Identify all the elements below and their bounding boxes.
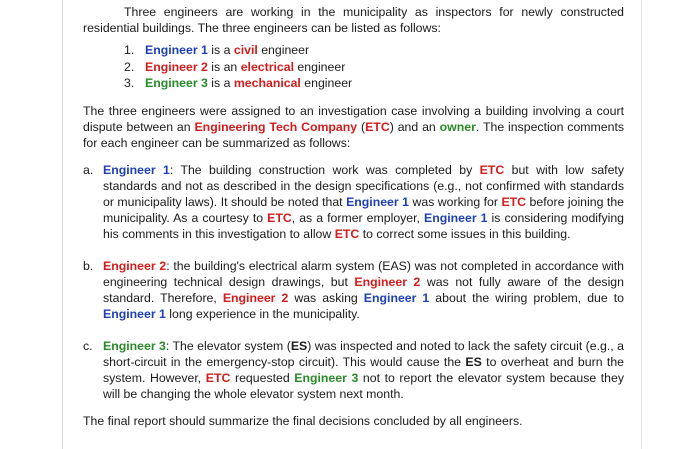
text-run: ) and an (389, 119, 440, 134)
engineer-name: Engineer 3 (145, 76, 208, 90)
engineer-name: Engineer 2 (145, 59, 208, 74)
comment-item-b (83, 258, 624, 322)
etc-ref: ETC (334, 226, 360, 241)
company-abbr: ETC (365, 119, 390, 134)
text-run: before joining the municipality. As a courtesy to (103, 194, 624, 225)
list-text: is a (207, 43, 234, 57)
engineer-name: Engineer 1 (346, 194, 409, 209)
text-run: but with low safety standards and not as described in the design specifications (e.g., not confirmed with standards or municipality laws). It should be noted that (103, 162, 625, 209)
comment-item-c (83, 338, 624, 402)
text-run: requested (230, 370, 295, 385)
engineer-role: mechanical (233, 76, 301, 90)
engineer-role: electrical (240, 59, 295, 74)
etc-ref: ETC (479, 162, 505, 177)
owner-label: owner (439, 119, 476, 134)
list-number: 3. (124, 76, 135, 90)
list-text: engineer (300, 76, 353, 90)
case-paragraph (83, 103, 624, 151)
text-run: long experience in the municipality. (165, 306, 360, 321)
etc-ref: ETC (205, 370, 231, 385)
list-text: is an (207, 59, 241, 74)
engineer-name: Engineer 3 (294, 370, 359, 385)
text-run: was working for (409, 194, 502, 209)
etc-ref: ETC (267, 210, 292, 225)
list-number: 1. (124, 43, 135, 57)
engineer-name: Engineer 2 (354, 274, 421, 289)
text-run: ( (357, 119, 366, 134)
text-run: was not fully aware of the design standard. Therefore, (103, 274, 624, 305)
list-item (124, 75, 624, 92)
comments-list (83, 162, 624, 402)
item-marker: b. (83, 258, 94, 273)
page-right-edge (641, 0, 642, 449)
text-run: about the wiring problem, due to (429, 290, 624, 305)
item-marker: a. (83, 162, 94, 177)
text-run: is considering modifying his comments in this investigation to allow (103, 210, 625, 241)
engineer-name: Engineer 2 (103, 258, 167, 273)
comment-item-a (83, 162, 624, 242)
engineer-name: Engineer 2 (222, 290, 289, 305)
text-run: : The building construction work was completed by (169, 162, 480, 177)
text-run: : The elevator system ( (165, 338, 291, 353)
intro-paragraph: Three engineers are working in the municipality as inspectors for newly constructed residential buildings. The three engineers can be listed as follows: (83, 5, 624, 35)
item-marker: c. (83, 338, 93, 353)
text-run: , as a former employer, (291, 210, 425, 225)
list-text: engineer (294, 59, 346, 74)
text-run: . The inspection comments for each engineer can be summarized as follows: (83, 119, 625, 150)
es-ref: ES (465, 354, 482, 369)
engineer-name: Engineer 1 (424, 210, 488, 225)
list-text: engineer (257, 43, 310, 57)
text-run: to correct some issues in this building. (359, 226, 571, 241)
text-run: was asking (288, 290, 364, 305)
list-item (124, 59, 624, 76)
engineer-name: Engineer 1 (103, 162, 170, 177)
engineer-list (83, 42, 624, 92)
document-body (83, 4, 624, 429)
list-number: 2. (124, 59, 135, 74)
text-run: The three engineers were assigned to an investigation case involving a building involving a court dispute between an (83, 103, 624, 134)
es-ref: ES (290, 338, 308, 353)
list-text: is a (207, 76, 234, 90)
text-run: not to report the elevator system because they will be changing the whole elevator system next month. (103, 370, 625, 401)
final-paragraph: The final report should summarize the final decisions concluded by all engineers. (83, 413, 523, 428)
list-item (124, 42, 624, 59)
text-run: to overheat and burn the system. However, (103, 354, 625, 385)
engineer-name: Engineer 1 (363, 290, 430, 305)
engineer-role: civil (233, 43, 258, 57)
text-run: : the building's electrical alarm system (EAS) was not completed in accordance with engineering technical design drawings, but (103, 258, 624, 289)
engineer-name: Engineer 1 (103, 306, 166, 321)
company-name: Engineering Tech Company (194, 119, 358, 134)
engineer-name: Engineer 1 (145, 43, 208, 57)
text-run: ) was inspected and noted to lack the safety circuit (e.g., a short-circuit in the emergency-stop circuit). This would cause the (103, 338, 624, 369)
engineer-name: Engineer 3 (103, 338, 166, 353)
etc-ref: ETC (501, 194, 527, 209)
page-left-edge (62, 0, 63, 449)
